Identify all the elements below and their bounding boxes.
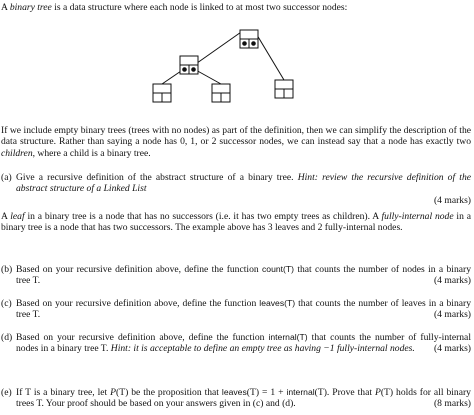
question-b: (b) Based on your recursive definition above, define the function count(T) that counts the number of nodes in a binary tree T. (4 marks) (1, 264, 472, 287)
leaf-definition-paragraph: A leaf in a binary tree is a node that has no successors (i.e. it has two empty trees as children). A fully-internal node in a binary tree is a node that has two successors. The example above has 3 leaves and 2 fully-internal nodes. (1, 211, 471, 234)
question-d-label: (d) (1, 332, 13, 343)
internal-function: internal(T) (268, 332, 308, 342)
leaf-node-right (275, 80, 293, 98)
binary-tree-diagram (150, 22, 325, 104)
leaves-function: leaves(T) (259, 298, 296, 308)
question-e-label: (e) (1, 387, 12, 398)
question-e-marks: (8 marks) (433, 398, 471, 410)
count-function: count(T) (262, 264, 294, 274)
question-c-marks: (4 marks) (433, 309, 471, 321)
question-a-marks: (4 marks) (433, 194, 471, 206)
question-d: (d) Based on your recursive definition above, define the function internal(T) that counts the number of fully-internal nodes in a binary tree T. Hint: it is acceptable to define an empty tree as having −1 fully-internal nodes. (4 marks) (1, 332, 471, 355)
question-b-marks: (4 marks) (433, 275, 471, 287)
question-b-label: (b) (1, 264, 13, 275)
leaf-node-left-left (153, 84, 171, 102)
question-d-marks: (4 marks) (433, 343, 471, 355)
question-a-text: Give a recursive definition of the abstract structure of a binary tree. (16, 172, 298, 183)
empty-tree-paragraph: If we include empty binary trees (trees with no nodes) as part of the definition, then we can simplify the description of the data structure. Rather than saying a node has 0, 1, or 2 successor nodes, we can instead say that a node has exactly two children, where a child is a binary tree. (1, 125, 471, 159)
question-c: (c) Based on your recursive definition above, define the function leaves(T) that counts the number of leaves in a binary tree T. (4 marks) (1, 298, 471, 321)
question-a (1, 172, 471, 206)
intro-text: A binary tree is a data structure where each node is linked to at most two successor nodes: (1, 2, 348, 13)
question-c-label: (c) (1, 298, 12, 309)
question-a-hint: Hint: review the recursive definition of the abstract structure of a Linked List (16, 172, 472, 195)
leaf-node-left-right (212, 84, 230, 102)
question-e: (e) If T is a binary tree, let P(T) be the proposition that leaves(T) = 1 + internal(T). Prove that P(T) holds for all binary trees T. Your proof should be based on your answers given in (c) and (d). (8 marks) (1, 387, 471, 410)
node-left (180, 56, 198, 74)
node-root (240, 30, 258, 48)
question-d-hint: Hint: it is acceptable to define an empty tree as having −1 fully-internal nodes. (110, 343, 415, 355)
question-a-label: (a) (1, 172, 12, 183)
